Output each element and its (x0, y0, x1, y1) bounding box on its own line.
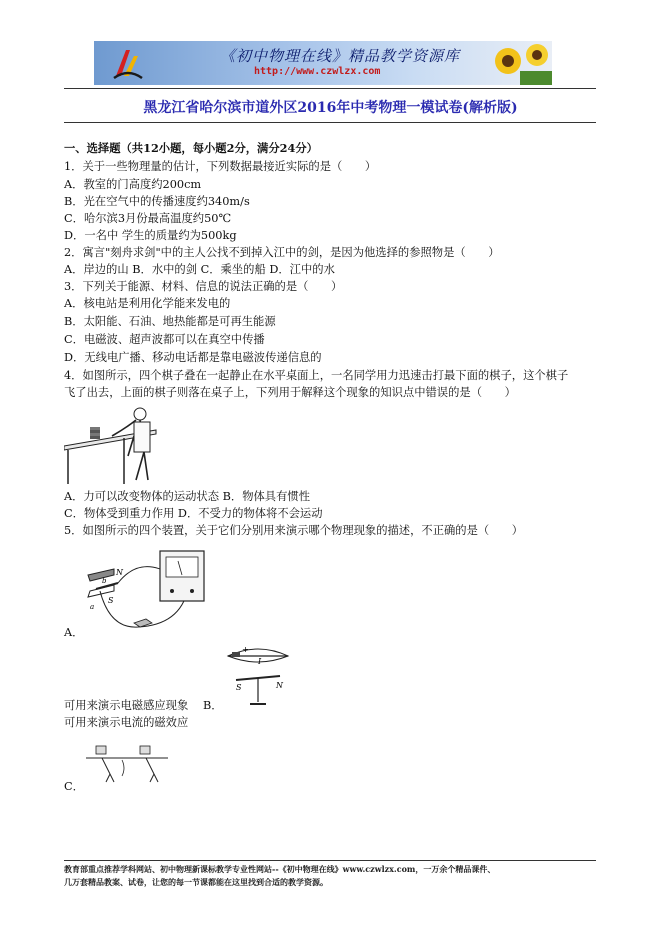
title-rule (64, 122, 596, 123)
banner-title: 《初中物理在线》精品教学资源库 (220, 47, 461, 65)
q3-option-b: B．太阳能、石油、地热能都是可再生能源 (64, 315, 276, 328)
q5-label-c: C． (64, 780, 84, 793)
q3-option-a: A．核电站是利用化学能来发电的 (64, 297, 231, 310)
q5a-label-a: a (90, 603, 95, 611)
q1-stem: 1．关于一些物理量的估计，下列数据最接近实际的是（ ） (64, 160, 377, 173)
q3-stem: 3．下列关于能源、材料、信息的说法正确的是（ ） (64, 280, 343, 293)
q2-stem: 2．寓言"刻舟求剑"中的主人公找不到掉入江中的剑，是因为他选择的参照物是（ ） (64, 246, 500, 259)
q4-figure-chess-pieces (64, 406, 160, 486)
q5-figure-b-oersted (222, 640, 294, 708)
header-banner (94, 41, 552, 85)
q5-label-b: B． (203, 699, 223, 712)
q5a-label-b: b (102, 577, 107, 585)
site-logo-icon (112, 46, 144, 80)
q1-option-a: A．教室的门高度约200cm (64, 178, 202, 191)
footer-rule (64, 860, 596, 861)
header-rule (64, 88, 596, 89)
q5-figure-a-electromagnetic-induction (80, 545, 210, 635)
q4-stem-line2: 飞了出去，上面的棋子则落在桌子上，下列用于解释这个现象的知识点中错误的是（ ） (64, 386, 516, 399)
banner-url[interactable]: http://www.czwlzx.com (254, 66, 381, 77)
q5-figure-c-apparatus (82, 738, 172, 784)
q5b-label-i: I (258, 657, 262, 666)
q1-option-b: B．光在空气中的传播速度约340m/s (64, 195, 250, 208)
q4-stem-line1: 4．如图所示，四个棋子叠在一起静止在水平桌面上，一名同学用力迅速击打最下面的棋子，这个棋子 (64, 369, 569, 382)
q3-option-d: D．无线电广播、移动电话都是靠电磁波传递信息的 (64, 351, 322, 364)
q5-stem: 5．如图所示的四个装置，关于它们分别用来演示哪个物理现象的描述，不正确的是（ ） (64, 524, 524, 537)
section-heading: 一、选择题（共12小题，每小题2分，满分24分） (64, 141, 318, 155)
q1-option-d: D．一名中 学生的质量约为500kg (64, 229, 237, 242)
footer-line1: 教育部重点推荐学科网站、初中物理新课标教学专业性网站--《初中物理在线》www.czwlzx.com，一万余个精品课件、 (64, 864, 496, 874)
q3-option-c: C．电磁波、超声波都可以在真空中传播 (64, 333, 265, 346)
q2-options: A．岸边的山 B．水中的剑 C．乘坐的船 D．江中的水 (64, 263, 335, 276)
q5b-label-n: N (276, 681, 283, 690)
q1-option-c: C．哈尔滨3月份最高温度约50℃ (64, 212, 232, 225)
q4-options-line2: C．物体受到重力作用 D．不受力的物体将不会运动 (64, 507, 323, 520)
q5-label-a: A． (64, 626, 84, 639)
q4-options-line1: A．力可以改变物体的运动状态 B．物体具有惯性 (64, 490, 310, 503)
q5b-label-plus: + (242, 645, 249, 654)
footer-line2: 几万套精品教案、试卷，让您的每一节课都能在这里找到合适的教学资源。 (64, 877, 328, 887)
q5-caption-a: 可用来演示电磁感应现象 (64, 699, 189, 712)
q5a-label-s: S (108, 596, 114, 605)
q5-caption-b: 可用来演示电流的磁效应 (64, 716, 189, 729)
q5b-label-s: S (236, 683, 242, 692)
q5a-label-n: N (116, 568, 123, 577)
sunflower-icon (482, 41, 552, 85)
page-title: 黑龙江省哈尔滨市道外区2016年中考物理一模试卷(解析版) (143, 100, 518, 116)
